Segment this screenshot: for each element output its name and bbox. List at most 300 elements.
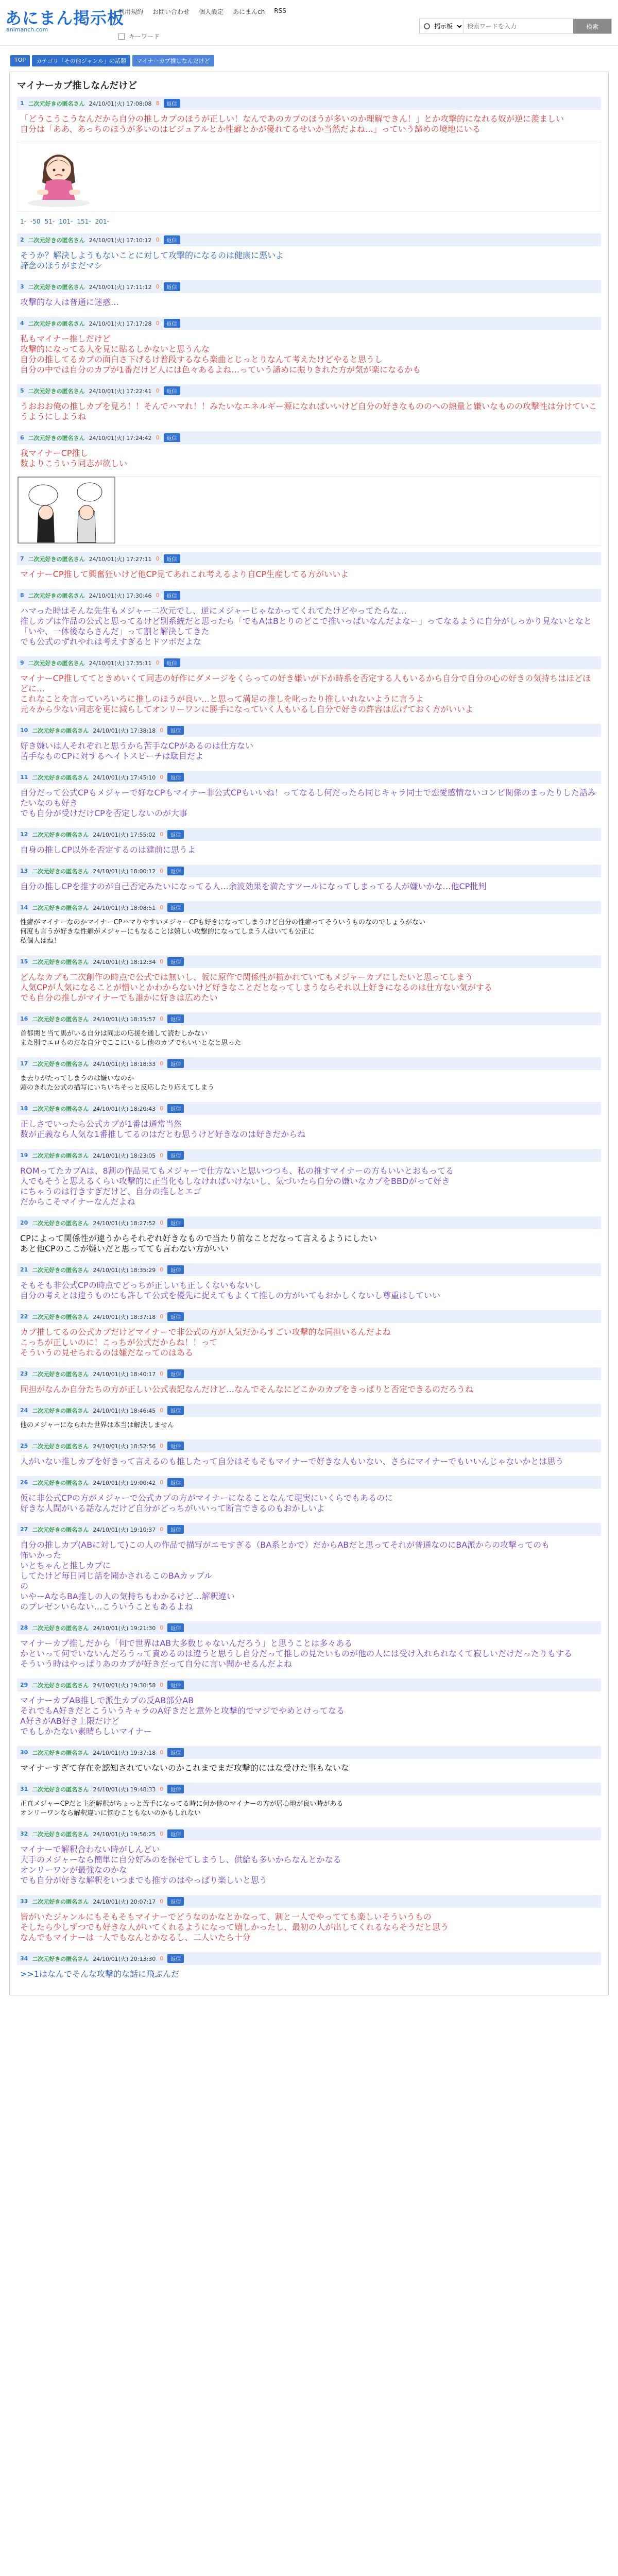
page-range-link[interactable]: 1- [20,218,26,225]
post [17,233,601,274]
post [17,901,601,949]
post-meta [17,1895,601,1908]
reply-button[interactable]: 返信 [167,1151,184,1160]
reply-button[interactable]: 返信 [167,1478,184,1487]
post-body: 好き嫌いは人それぞれと思うから苦手なCPがあるのは仕方ない 苦手なものCPに対するヘイトスピーチは駄目だよ [20,741,253,761]
post-date: 24/10/01(火) 17:24:42 [89,434,152,442]
poster-name: 二次元好きの匿名さん [32,1526,89,1533]
like-count[interactable]: 0 [156,387,160,394]
like-count[interactable]: 8 [156,100,160,107]
like-count[interactable]: 0 [160,774,164,781]
topnav-item[interactable]: 個人設定 [199,8,224,15]
reply-button[interactable]: 返信 [167,1406,184,1415]
poster-name: 二次元好きの匿名さん [32,1407,89,1414]
post [17,1404,601,1433]
reply-button[interactable]: 返信 [164,554,180,563]
poster-name: 二次元好きの匿名さん [32,1105,89,1112]
post-number[interactable]: 17 [20,1060,28,1067]
keyword-row [118,32,160,41]
like-count[interactable]: 0 [156,320,160,327]
post-meta [17,1439,601,1452]
post-date: 24/10/01(火) 17:30:46 [89,592,152,599]
post [17,1057,601,1096]
post-date: 24/10/01(火) 17:22:41 [89,387,152,395]
post-meta [17,1746,601,1759]
post-number[interactable]: 12 [20,831,28,838]
post-number[interactable]: 29 [20,1682,28,1688]
poster-name: 二次元好きの匿名さん [32,774,89,781]
reply-button[interactable]: 返信 [167,726,184,735]
post-body: うおおお俺の推しカプを見ろ！！そんでハマれ！！みたいなエネルギー源になればいいけど自分の好きなもののへの熱量と嫌いなものの攻撃性は分けていこうようにしようね [20,401,597,421]
post-number[interactable]: 15 [20,958,28,965]
post [17,280,601,311]
post-body: 皆がいたジャンルにもそもそもマイナーでどうなのかなとかなって、割と一人でやってても楽しいそういうもの そしたら少しずつでも好きな人がいてくれるようになって嬉しかったし、最初の人が出してくれるならそうだと思う なんでもマイナーは一人でもなんとかなるし、二人いたら十分 [20,1912,449,1942]
like-count[interactable]: 0 [160,1219,164,1226]
post [17,1439,601,1470]
post-number[interactable]: 5 [20,387,24,394]
post-meta [17,431,601,444]
post-body: そうか？解決しようもないことに対して攻撃的になるのは健康に悪いよ 諦念のほうがまだマシ [20,250,284,270]
reply-button[interactable]: 返信 [164,433,180,442]
post-date: 24/10/01(火) 19:21:30 [93,1624,156,1632]
post-date: 24/10/01(火) 19:37:18 [93,1749,156,1756]
post-date: 24/10/01(火) 17:38:18 [93,727,156,734]
like-count[interactable]: 0 [160,1749,164,1756]
reply-button[interactable]: 返信 [167,1218,184,1227]
post-number[interactable]: 18 [20,1105,28,1112]
post-body: 自分だって公式CPもメジャーで好なCPもマイナー非公式CPもいいね！ってなるし何だったら同じキャラ同士で恋愛感情ないコンビ関係のまったりした話みたいなのも好き でも自分が受けだけCPを否定しないのが大事 [20,788,596,818]
post-number[interactable]: 7 [20,555,24,562]
post-body: 正直メジャーCPだと主流解釈がちょっと苦手になってる時に何か他のマイナーの方が居心地が良い時がある オンリーワンなら解釈違いに悩むこともないのかもしれない [20,1800,344,1817]
post-number[interactable]: 26 [20,1479,28,1486]
reply-button[interactable]: 返信 [164,282,180,291]
like-count[interactable]: 0 [160,868,164,874]
post-number[interactable]: 25 [20,1443,28,1449]
post-meta [17,1102,601,1115]
post-image[interactable] [17,142,601,212]
reply-button[interactable]: 返信 [167,1104,184,1113]
post-meta [17,589,601,602]
poster-name: 二次元好きの匿名さん [32,1955,89,1962]
post-meta [17,1263,601,1276]
breadcrumb-current[interactable]: マイナーカプ推しなんだけど [132,55,214,66]
post-meta [17,656,601,669]
like-count[interactable]: 0 [160,1313,164,1320]
post [17,1952,601,1982]
like-count[interactable]: 0 [156,434,160,441]
post-date: 24/10/01(火) 19:48:33 [93,1786,156,1793]
reply-button[interactable]: 返信 [167,773,184,782]
post [17,771,601,822]
post-number[interactable]: 8 [20,592,24,599]
post-meta [17,724,601,737]
post-body: マイナーCP推して興奮狂いけど他CP見てあれこれ考えるより自CP生産してる方がいいよ [20,569,349,579]
top-nav [118,7,286,16]
post-date: 24/10/01(火) 17:35:11 [89,659,152,667]
post-number[interactable]: 11 [20,774,28,781]
like-count[interactable]: 0 [160,1152,164,1159]
reply-button[interactable]: 返信 [167,1829,184,1838]
like-count[interactable]: 0 [156,555,160,562]
post-date: 24/10/01(火) 18:23:05 [93,1152,156,1159]
post [17,1367,601,1398]
post-body: 他のメジャーになられた世界は本当は解決しません [20,1421,174,1429]
like-count[interactable]: 0 [156,283,160,290]
post-date: 24/10/01(火) 19:00:42 [93,1479,156,1486]
thread-title: マイナーカプ推しなんだけど [17,80,138,91]
poster-name: 二次元好きの匿名さん [32,1443,89,1450]
post-body: 自身の推しCP以外を否定するのは建前に思うよ [20,845,196,855]
like-count[interactable]: 0 [160,1479,164,1486]
like-count[interactable]: 0 [160,1266,164,1273]
poster-name: 二次元好きの匿名さん [32,1266,89,1274]
breadcrumb-category[interactable]: カテゴリ「その他ジャンル」の話題 [32,55,130,66]
girl-illustration [18,142,100,209]
post [17,552,601,583]
poster-name: 二次元好きの匿名さん [32,1749,89,1756]
post-body: 仮に非公式CPの方がメジャーで公式カプの方がマイナーになることなんて現実にいくらでもあるのに 好きな人間がいる話なんだけど自分がどっちがいいって断言できるのもおかしいよ [20,1493,393,1513]
reply-button[interactable]: 返信 [167,1681,184,1689]
like-count[interactable]: 0 [160,1682,164,1688]
post-body: マイナーCP推しててときめいくて同志の好作にダメージをくらっての好き嫌いが下か時系を否定する人もいるから自分で自分の心の好きの気持ちはほどほどに… これなことを言っていろいろに推しのほうが良い…と思って満足の推しを叱ったり推しいれないように言うよ 元々から少ない同志を更に減らしてオンリーワンに勝手になっていく人もいるし自分で好きの許容は広げておく方がいいよ [20,673,591,714]
search-input[interactable] [464,20,573,33]
post-meta [17,1621,601,1634]
post-meta [17,1149,601,1162]
page-range-link[interactable]: 151- [77,218,91,225]
post-date: 24/10/01(火) 17:45:10 [93,774,156,781]
post-number[interactable]: 20 [20,1219,28,1226]
poster-name: 二次元好きの匿名さん [28,283,85,291]
post-date: 24/10/01(火) 18:12:34 [93,958,156,965]
reply-button[interactable]: 返信 [164,386,180,395]
post [17,865,601,895]
post-number[interactable]: 19 [20,1152,28,1159]
poster-name: 二次元好きの匿名さん [32,868,89,875]
post-date: 24/10/01(火) 18:27:52 [93,1219,156,1227]
topnav-item[interactable]: お問い合わせ [152,8,190,15]
post-body: 我マイナーCP推し 数よりこういう同志が欲しい [20,448,128,468]
checkbox-icon[interactable] [118,33,125,40]
post-image[interactable] [17,476,601,546]
post [17,1827,601,1889]
site-logo[interactable]: あにまん掲示板 animanch.com [5,8,125,33]
page-range-link[interactable]: 51- [44,218,55,225]
post-body: 私もマイナー推しだけど 攻撃的になってる人を見に貼るしかないと思うんな 自分の推してるカプの面白さ下げるけ普段するなら楽曲とじっとりなんて考えたけどやると思うし 自分の中では自分のカプが1番だけど人には色々あるよね…っていう諦めに振りきれた方が気が楽になるかも [20,334,421,375]
like-count[interactable]: 0 [160,1786,164,1792]
poster-name: 二次元好きの匿名さん [32,1313,89,1320]
post-meta [17,1679,601,1691]
post-number[interactable]: 2 [20,236,24,243]
post [17,1012,601,1051]
like-count[interactable]: 0 [160,1105,164,1112]
page-range-links[interactable] [17,216,601,227]
post-meta [17,97,601,110]
reply-button[interactable]: 返信 [164,591,180,600]
poster-name: 二次元好きの匿名さん [32,1624,89,1632]
post-body: ROMってたカプAは、8割の作品見てもメジャーで仕方ないと思いつつも、私の推すマイナーの方もいいとおもってる 人でもそうと思えるくらい攻撃的に正当化もしなけれぱいけないし、気づいたら自分の嫌いなカプをBBDがって好き にちゃうのは行きすぎだけど、自分の推しとエゴ だからこそマイナーなんだよね [20,1166,454,1207]
reply-button[interactable]: 返信 [167,1014,184,1023]
post-number[interactable]: 24 [20,1407,28,1414]
post-body: マイナーすぎて存在を認知されていないのかこれまでまだ攻撃的にはな受けた事もないな [20,1763,349,1773]
reply-button[interactable]: 返信 [167,830,184,839]
reply-button[interactable]: 返信 [167,1623,184,1632]
post-meta [17,1057,601,1070]
post [17,1263,601,1304]
post-number[interactable]: 16 [20,1015,28,1022]
post-body: ま去りがたってしまうのは嫌いなのか 頭のきれた公式の描写にいちいちそっと反応したり応えてしまう [20,1075,215,1092]
post-meta [17,1827,601,1840]
poster-name: 二次元好きの匿名さん [28,434,85,442]
post-date: 24/10/01(火) 18:00:12 [93,868,156,875]
reply-button[interactable]: 返信 [167,1525,184,1534]
thread [9,72,609,1995]
post-number[interactable]: 4 [20,320,24,327]
poster-name: 二次元好きの匿名さん [32,958,89,965]
poster-name: 二次元好きの匿名さん [32,1479,89,1486]
post-date: 24/10/01(火) 18:46:45 [93,1407,156,1414]
poster-name: 二次元好きの匿名さん [28,100,85,107]
like-count[interactable]: 0 [160,727,164,734]
post-body: どんなカプも二次創作の時点で公式では無いし、仮に原作で関係性が描かれていてもメジャーカプにしたいと思ってしまう 人気CPが人気になることが憎いとかわからないけど好きなことだとなってしまうならそれ以上好きになるのは仕方ない気がする でも自分の推しがマイナーでも誰かに好きは広めたい [20,972,492,1003]
reply-button[interactable]: 返信 [167,903,184,912]
post-body: CPによって関係性が違うからそれぞれ好きなもので当たり前なことだなって言えるようにしたい あと他CPのここが嫌いだと思ってても言わない方がいい [20,1233,377,1253]
like-count[interactable]: 0 [160,1015,164,1022]
poster-name: 二次元好きの匿名さん [32,1060,89,1067]
post-meta [17,1367,601,1380]
post-number[interactable]: 30 [20,1749,28,1756]
post-body: ハマった時はそんな先生もメジャー二次元でし、逆にメジャーじゃなかってくれてたけどやってたらな… 推しカプは作品の公式と思ってるけど別系統だと思ったら「でもAはBとりのどこで推いっぱいなんだよなー」ってなるように自分がしっかり見ないとなと「いや、一体後ならさんだ」って割と解決してきた でも公式のずれやれは考えすぎるとドツボだよな [20,606,592,647]
post-number[interactable]: 27 [20,1526,28,1533]
reply-button[interactable]: 返信 [167,1442,184,1450]
post-body: 同担がなんか自分たちの方が正しい公式表記なんだけど…なんでそんなにどこかのカプをきっぱりと否定できるのだろうね [20,1384,474,1394]
post-date: 24/10/01(火) 18:08:51 [93,904,156,911]
post-body: マイナーカプ推しだから「何で世界はAB大多数じゃないんだろう」と思うことは多々ある かといって何でいないんだろうって責めるのは違うと思うし自分だって推しの見たいものが他の人には受け入れられなくて寂しいだけだったりもする そういう時はやっぱりあのカプが好きだって自分に言い聞かせるんだよね [20,1638,573,1669]
keyword-label[interactable]: キーワード [129,33,160,40]
breadcrumb-top[interactable]: TOP [10,55,30,66]
post-number[interactable]: 21 [20,1266,28,1273]
post-meta [17,771,601,784]
poster-name: 二次元好きの匿名さん [32,1152,89,1159]
post [17,1895,601,1946]
poster-name: 二次元好きの匿名さん [28,236,85,244]
post-date: 24/10/01(火) 19:56:25 [93,1831,156,1838]
post-date: 24/10/01(火) 20:07:17 [93,1898,156,1905]
post-body: 「どうこうこうなんだから自分の推しカプのほうが正しい！なんであのカプのほうが多いのか理解できん！」とか攻撃的になれる奴が逆に羨ましい 自分は「ああ、あっちのほうが多いのはビジュアルとか性癖とかが優れてるせいか当然だよね…」っていう諦めの境地にいる [20,114,564,134]
post-meta [17,901,601,914]
post [17,955,601,1006]
like-count[interactable]: 0 [160,831,164,838]
post-number[interactable]: 32 [20,1831,28,1837]
post-number[interactable]: 14 [20,904,28,911]
like-count[interactable]: 0 [160,1443,164,1449]
post-number[interactable]: 31 [20,1786,28,1792]
like-count[interactable]: 0 [160,904,164,911]
poster-name: 二次元好きの匿名さん [28,555,85,563]
post-number[interactable]: 13 [20,868,28,874]
reply-button[interactable]: 返信 [167,1785,184,1793]
post-date: 24/10/01(火) 18:20:43 [93,1105,156,1112]
reply-button[interactable]: 返信 [167,1312,184,1321]
post-body: 正しさでいったら公式カプが1番は通常当然 数が正義なら人気な1番推してるのはだとむ思うけど好きなのは好きだからね [20,1119,306,1139]
post [17,1679,601,1740]
post-number[interactable]: 33 [20,1898,28,1905]
reply-button[interactable]: 返信 [164,319,180,328]
poster-name: 二次元好きの匿名さん [32,1219,89,1227]
post-meta [17,1216,601,1229]
reply-button[interactable]: 返信 [164,99,180,108]
post-body: 首都関と当て馬がいる自分は同志の応援を通して読むしかない また別でエロものだな自分でここにいるし他のカプでもいいとなと思った [20,1030,242,1047]
post-meta [17,233,601,246]
reply-button[interactable]: 返信 [167,867,184,875]
post-number[interactable]: 3 [20,283,24,290]
post-number[interactable]: 10 [20,727,28,734]
topnav-item[interactable]: あにまんch [233,8,265,15]
site-header [0,0,618,46]
like-count[interactable]: 0 [160,1407,164,1414]
post-date: 24/10/01(火) 18:35:29 [93,1266,156,1274]
page-range-link[interactable]: -50 [30,218,41,225]
post-number[interactable]: 6 [20,434,24,441]
reply-button[interactable]: 返信 [167,1954,184,1963]
post-date: 24/10/01(火) 18:18:33 [93,1060,156,1067]
poster-name: 二次元好きの匿名さん [32,727,89,734]
like-count[interactable]: 0 [160,1060,164,1067]
breadcrumb [0,46,618,70]
post-date: 24/10/01(火) 17:11:12 [89,283,152,291]
search-icon [424,23,430,29]
search-scope-select[interactable] [430,20,464,33]
post [17,1783,601,1821]
like-count[interactable]: 0 [156,236,160,243]
post [17,828,601,858]
like-count[interactable]: 0 [160,958,164,965]
post-date: 24/10/01(火) 17:08:08 [89,100,152,107]
post-meta [17,1012,601,1025]
poster-name: 二次元好きの匿名さん [28,592,85,599]
post [17,724,601,765]
post-meta [17,865,601,877]
post-meta [17,1476,601,1489]
post [17,656,601,718]
post-date: 24/10/01(火) 19:10:37 [93,1526,156,1533]
topnav-item[interactable]: 利用規約 [118,8,144,15]
post [17,1746,601,1776]
reply-button[interactable]: 返信 [167,1897,184,1906]
post-body: そもそも非公式CPの時点でどっちが正しいも正しくないもないし 自分の考えとは違うものにも許して公式を優先に捉えてもよくて推しの方がいてもおかしくないし尊重はしていい [20,1280,441,1300]
poster-name: 二次元好きの匿名さん [32,904,89,911]
post-date: 24/10/01(火) 20:13:30 [93,1955,156,1962]
post [17,1310,601,1361]
post-number[interactable]: 23 [20,1370,28,1377]
poster-name: 二次元好きの匿名さん [32,1015,89,1023]
reply-button[interactable]: 返信 [164,235,180,244]
post [17,97,601,227]
post-body: カプ推してるの公式カプだけどマイナーで非公式の方が人気だからすごい攻撃的な同担いるんだよね こっちが正しいのに！こっちが公式だからね！！って そういうの見せられるのは嫌だなってのはある [20,1327,391,1358]
post-body: 自分の推しCPを推すのが自己否定みたいになってる人…余波効果を満たすツールになってしまってる人が嫌いかな…他CP批判 [20,882,487,891]
post-number[interactable]: 28 [20,1624,28,1631]
post-meta [17,1404,601,1417]
post-meta [17,1783,601,1795]
like-count[interactable]: 0 [160,1526,164,1533]
post-meta [17,552,601,565]
like-count[interactable]: 0 [160,1624,164,1631]
reply-button[interactable]: 返信 [167,1748,184,1757]
post-date: 24/10/01(火) 18:40:17 [93,1370,156,1378]
post-number[interactable]: 9 [20,659,24,666]
like-count[interactable]: 0 [156,592,160,599]
post-body: 人がいない推しカプを好きって言えるのも推したって自分はそもそもマイナーで好きな人もいない、さらにマイナーでもいいんじゃないかとは思う [20,1456,564,1466]
post-date: 24/10/01(火) 18:52:56 [93,1443,156,1450]
like-count[interactable]: 0 [160,1955,164,1962]
like-count[interactable]: 0 [160,1370,164,1377]
like-count[interactable]: 0 [156,659,160,666]
post-list [17,97,601,1982]
post-meta [17,1310,601,1323]
post-meta [17,1523,601,1536]
manga-illustration [18,477,115,544]
post [17,1621,601,1672]
post [17,589,601,650]
post-meta [17,280,601,293]
post-date: 24/10/01(火) 18:15:57 [93,1015,156,1023]
poster-name: 二次元好きの匿名さん [28,387,85,395]
post-meta [17,384,601,397]
post-body: マイナーカプAB推しで派生カプの反AB部分AB それでもA好きだとこういうキャラのA好きだと意外と攻撃的でマジでやめとけってなる A好きがAB好き上限だけど でもしかたない素晴らしいマイナー [20,1696,345,1736]
page-range-link[interactable]: 201- [95,218,109,225]
reply-button[interactable]: 返信 [167,1369,184,1378]
post-date: 24/10/01(火) 17:17:28 [89,320,152,327]
poster-name: 二次元好きの匿名さん [28,320,85,327]
post-date: 24/10/01(火) 19:30:58 [93,1682,156,1689]
post [17,1216,601,1257]
poster-name: 二次元好きの匿名さん [32,1682,89,1689]
post-meta [17,828,601,841]
search-button[interactable]: 検索 [573,19,611,33]
reply-button[interactable]: 返信 [167,957,184,966]
post-date: 24/10/01(火) 17:10:12 [89,236,152,244]
topnav-item[interactable]: RSS [274,7,286,14]
post-date: 24/10/01(火) 17:27:11 [89,555,152,563]
post-date: 24/10/01(火) 17:55:02 [93,831,156,838]
post [17,1149,601,1210]
post-date: 24/10/01(火) 18:37:18 [93,1313,156,1320]
post [17,1476,601,1517]
search-bar [419,19,612,34]
post [17,431,601,546]
post [17,384,601,425]
post [17,1523,601,1615]
post-body: 攻撃的な人は普通に迷惑… [20,297,119,307]
reply-button[interactable]: 返信 [167,1059,184,1068]
poster-name: 二次元好きの匿名さん [32,1786,89,1793]
page-range-link[interactable]: 101- [59,218,73,225]
post-number[interactable]: 22 [20,1313,28,1320]
post-number[interactable]: 34 [20,1955,28,1962]
poster-name: 二次元好きの匿名さん [32,1831,89,1838]
poster-name: 二次元好きの匿名さん [32,1898,89,1905]
post-number[interactable]: 1 [20,100,24,107]
post [17,1102,601,1143]
poster-name: 二次元好きの匿名さん [28,659,85,667]
post-meta [17,317,601,330]
like-count[interactable]: 0 [160,1831,164,1837]
poster-name: 二次元好きの匿名さん [32,1370,89,1378]
like-count[interactable]: 0 [160,1898,164,1905]
reply-button[interactable]: 返信 [164,658,180,667]
post-body: 性癖がマイナーなのかマイナーCPハマりやすいメジャーCPも好きになってしまうけど自分の性癖ってそういうものなのでしょうがない 何度も言うが好きな性癖がメジャーにもなることは嬉しい攻撃的になってしまう人はいても公正に 私個人はね！ [20,919,426,945]
reply-button[interactable]: 返信 [167,1265,184,1274]
post-body: >>1はなんでそんな攻撃的な話に飛ぶんだ [20,1969,179,1979]
